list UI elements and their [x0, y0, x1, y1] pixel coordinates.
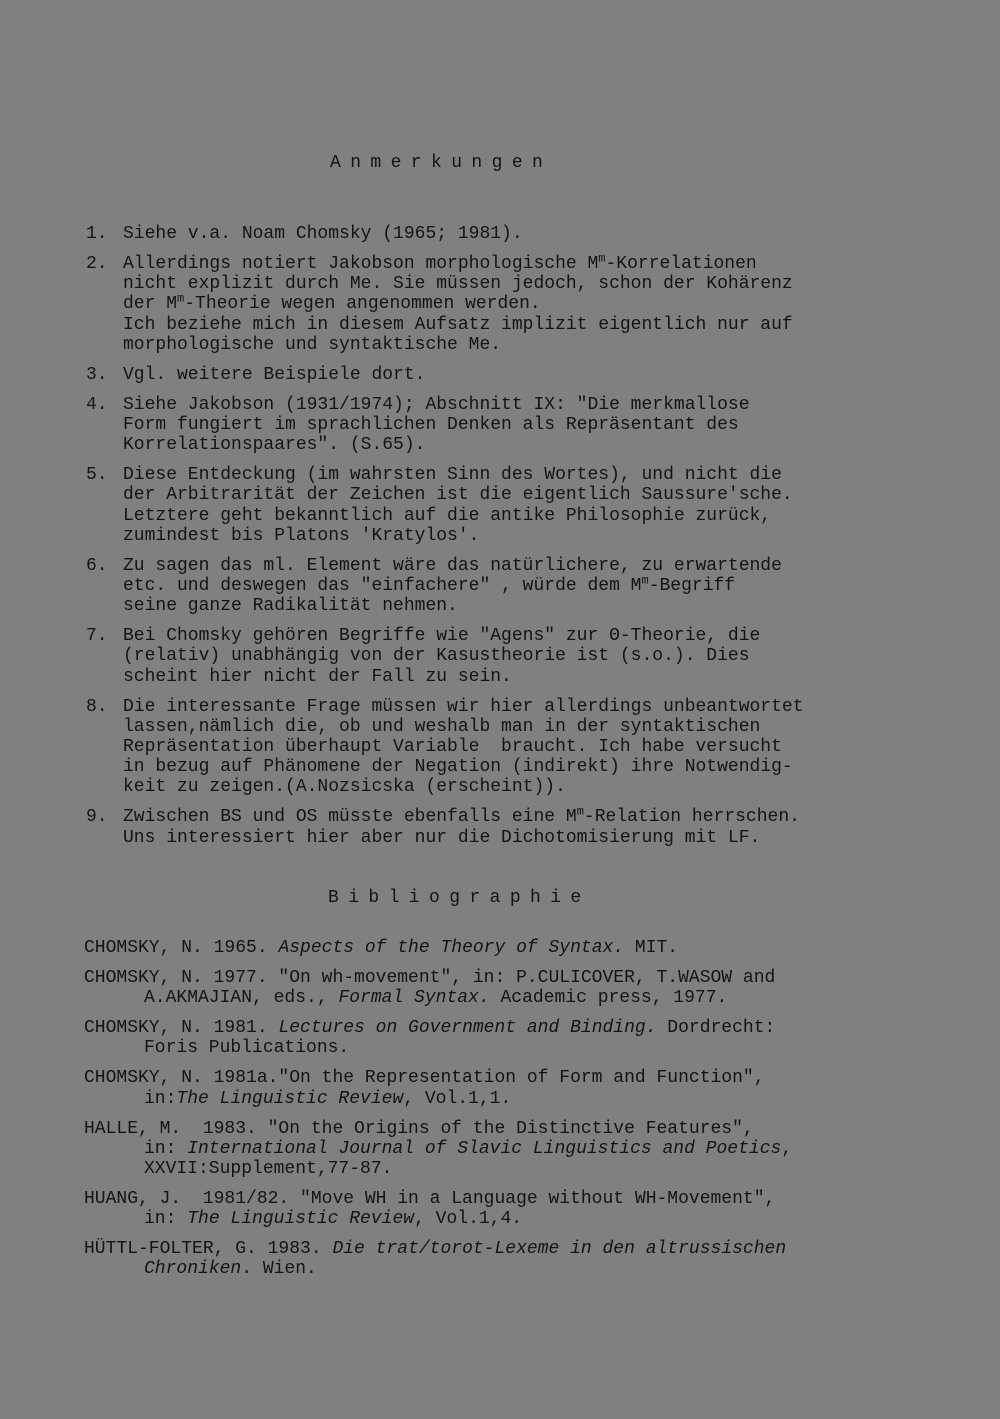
bibliography-list [84, 938, 884, 1289]
note-text: Zu sagen das ml. Element wäre das natürlichere, zu erwartende etc. und deswegen das "einfachere" , würde dem $M^m$-Begriff seine ganze Radikalität nehmen. [123, 555, 782, 617]
note-item [86, 697, 886, 798]
note-item [86, 465, 886, 546]
note-number: 5. [86, 465, 108, 486]
note-number: 4. [86, 394, 108, 415]
notes-heading: Anmerkungen [330, 153, 553, 173]
bibliography-entry: HÜTTL-FOLTER, G. 1983. Die trat/torot-Lexeme in den altrussischen Chroniken. Wien. [84, 1239, 787, 1280]
bibliography-entry: CHOMSKY, N. 1981a."On the Representation of Form and Function", in:The Linguistic Review, Vol.1,1. [84, 1068, 765, 1109]
note-text: Siehe v.a. Noam Chomsky (1965; 1981). [123, 224, 523, 244]
note-item [86, 556, 886, 617]
note-number: 9. [86, 807, 108, 828]
note-text: Die interessante Frage müssen wir hier allerdings unbeantwortet lassen,nämlich die, ob und weshalb man in der syntaktischen Repräsentation überhaupt Variable braucht. Ich habe versucht in bezug auf Phänomene der Negation (indirekt) ihre Notwendig- keit zu zeigen.(A.Nozsicska (erscheint)). [123, 696, 804, 798]
bibliography-entry: HALLE, M. 1983. "On the Origins of the Distinctive Features", in: International Journal of Slavic Linguistics and Poetics, XXVII:Supplement,77-87. [84, 1118, 793, 1180]
note-number: 6. [86, 555, 108, 576]
bibliography-entry: CHOMSKY, N. 1977. "On wh-movement", in: P.CULICOVER, T.WASOW and A.AKMAJIAN, eds., Formal Syntax. Academic press, 1977. [84, 968, 776, 1009]
bibliography-entry: CHOMSKY, N. 1965. Aspects of the Theory of Syntax. MIT. [84, 938, 679, 958]
note-text: Allerdings notiert Jakobson morphologische $M^m$-Korrelationen nicht explizit durch Me. Sie müssen jedoch, schon der Kohärenz der $M^m$-Theorie wegen angenommen werden. Ich beziehe mich in diesem Aufsatz implizit eigentlich nur auf morphologische und syntaktische Me. [123, 251, 793, 355]
note-text: Bei Chomsky gehören Begriffe wie "Agens" zur Θ-Theorie, die (relativ) unabhängig von der Kasustheorie ist (s.o.). Dies scheint hier nicht der Fall zu sein. [123, 626, 761, 687]
note-number: 3. [86, 364, 108, 385]
note-text: Zwischen BS und OS müsste ebenfalls eine $M^m$-Relation herrschen. Uns interessiert hier aber nur die Dichotomisierung mit LF. [123, 804, 800, 848]
note-number: 1. [86, 224, 108, 244]
note-item [86, 224, 886, 244]
bibliography-heading: Bibliographie [328, 888, 591, 908]
note-item [86, 365, 886, 385]
note-item [86, 395, 886, 456]
note-item [86, 626, 886, 687]
notes-list [86, 224, 886, 858]
note-item [86, 804, 886, 848]
note-number: 2. [86, 254, 108, 274]
bibliography-entry: CHOMSKY, N. 1981. Lectures on Government and Binding. Dordrecht: Foris Publications. [84, 1018, 776, 1059]
note-number: 8. [86, 696, 108, 717]
bibliography-entry: HUANG, J. 1981/82. "Move WH in a Language without WH-Movement", in: The Linguistic Review, Vol.1,4. [84, 1189, 776, 1230]
note-text: Vgl. weitere Beispiele dort. [123, 364, 426, 385]
note-text: Diese Entdeckung (im wahrsten Sinn des Wortes), und nicht die der Arbitrarität der Zeichen ist die eigentlich Saussure'sche. Letztere geht bekanntlich auf die antike Philosophie zurück, zumindest bis Platons 'Kratylos'. [123, 465, 793, 546]
note-number: 7. [86, 626, 108, 647]
note-item [86, 251, 886, 355]
note-text: Siehe Jakobson (1931/1974); Abschnitt IX: "Die merkmallose Form fungiert im sprachlichen Denken als Repräsentant des Korrelationspaares". (S.65). [123, 394, 750, 456]
